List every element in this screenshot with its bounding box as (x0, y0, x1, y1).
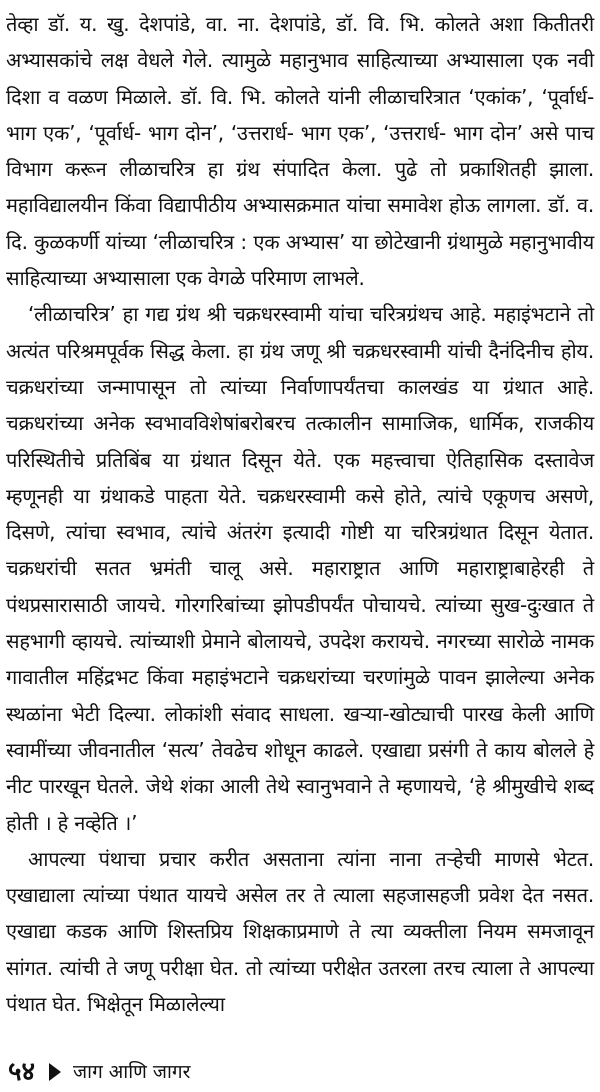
page-footer (8, 1057, 191, 1087)
running-title: जाग आणि जागर (73, 1061, 191, 1083)
paragraph-3: आपल्या पंथाचा प्रचार करीत असताना त्यांना नाना तऱ्हेची माणसे भेटत. एखाद्याला त्यांच्या पंथात यायचे असेल तर ते त्याला सहजासहजी प्रवेश देत नसत. एखाद्या कडक आणि शिस्तप्रिय शिक्षकाप्रमाणे ते त्या व्यक्तीला नियम समजावून सांगत. त्यांची ते जणू परीक्षा घेत. तो त्यांच्या परीक्षेत उतरला तरच त्याला ते आपल्या पंथात घेत. भिक्षेतून मिळालेल्या (6, 846, 594, 1017)
page-number: ५४ (8, 1057, 36, 1087)
paragraph-2: ‘लीळाचरित्र’ हा गद्य ग्रंथ श्री चक्रधरस्वामी यांचा चरित्रग्रंथच आहे. महाइंभटाने तो अत्यंत परिश्रमपूर्वक सिद्ध केला. हा ग्रंथ जणू श्री चक्रधरस्वामी यांची दैनंदिनीच होय. चक्रधरांच्या जन्मापासून तो त्यांच्या निर्वाणापर्यंतचा कालखंड या ग्रंथात आहे. चक्रधरांच्या अनेक स्वभावविशेषांबरोबरच तत्कालीन सामाजिक, धार्मिक, राजकीय परिस्थितीचे प्रतिबिंब या ग्रंथात दिसून येते. एक महत्त्वाचा ऐतिहासिक दस्तावेज म्हणूनही या ग्रंथाकडे पाहता येते. चक्रधरस्वामी कसे होते, त्यांचे एकूणच असणे, दिसणे, त्यांचा स्वभाव, त्यांचे अंतरंग इत्यादी गोष्टी या चरित्रग्रंथात दिसून येतात. चक्रधरांची सतत भ्रमंती चालू असे. महाराष्ट्रात आणि महाराष्ट्राबाहेरही ते पंथप्रसारासाठी जायचे. गोरगरिबांच्या झोपडीपर्यंत पोचायचे. त्यांच्या सुख-दुःखात ते सहभागी व्हायचे. त्यांच्याशी प्रेमाने बोलायचे, उपदेश करायचे. नगरच्या सारोळे नामक गावातील महिंद्रभट किंवा महाइंभटाने चक्रधरांच्या चरणांमुळे पावन झालेल्या अनेक स्थळांना भेटी दिल्या. लोकांशी संवाद साधला. खऱ्या-खोट्याची पारख केली आणि स्वामींच्या जीवनातील ‘सत्य’ तेवढेच शोधून काढले. एखाद्या प्रसंगी ते काय बोलले हे नीट पारखून घेतले. जेथे शंका आली तेथे स्वानुभवाने ते म्हणायचे, ‘हे श्रीमुखीचे शब्द होती । हे नव्हेति ।’ (6, 302, 594, 835)
paragraph-1: तेव्हा डॉ. य. खु. देशपांडे, वा. ना. देशपांडे, डॉ. वि. भि. कोलते अशा कितीतरी अभ्यासकांचे लक्ष वेधले गेले. त्यामुळे महानुभाव साहित्याच्या अभ्यासाला एक नवी दिशा व वळण मिळाले. डॉ. वि. भि. कोलते यांनी लीळाचरित्रात ‘एकांक’, ‘पूर्वार्ध- भाग एक’, ‘पूर्वार्ध- भाग दोन’, ‘उत्तरार्ध- भाग एक’, ‘उत्तरार्ध- भाग दोन’ असे पाच विभाग करून लीळाचरित्र हा ग्रंथ संपादित केला. पुढे तो प्रकाशितही झाला. महाविद्यालयीन किंवा विद्यापीठीय अभ्यासक्रमात यांचा समावेश होऊ लागला. डॉ. व. दि. कुळकर्णी यांच्या ‘लीळाचरित्र : एक अभ्यास’ या छोटेखानी ग्रंथामुळे महानुभावीय साहित्याच्या अभ्यासाला एक वेगळे परिमाण लाभले. (6, 12, 594, 291)
triangle-right-icon (49, 1063, 61, 1081)
